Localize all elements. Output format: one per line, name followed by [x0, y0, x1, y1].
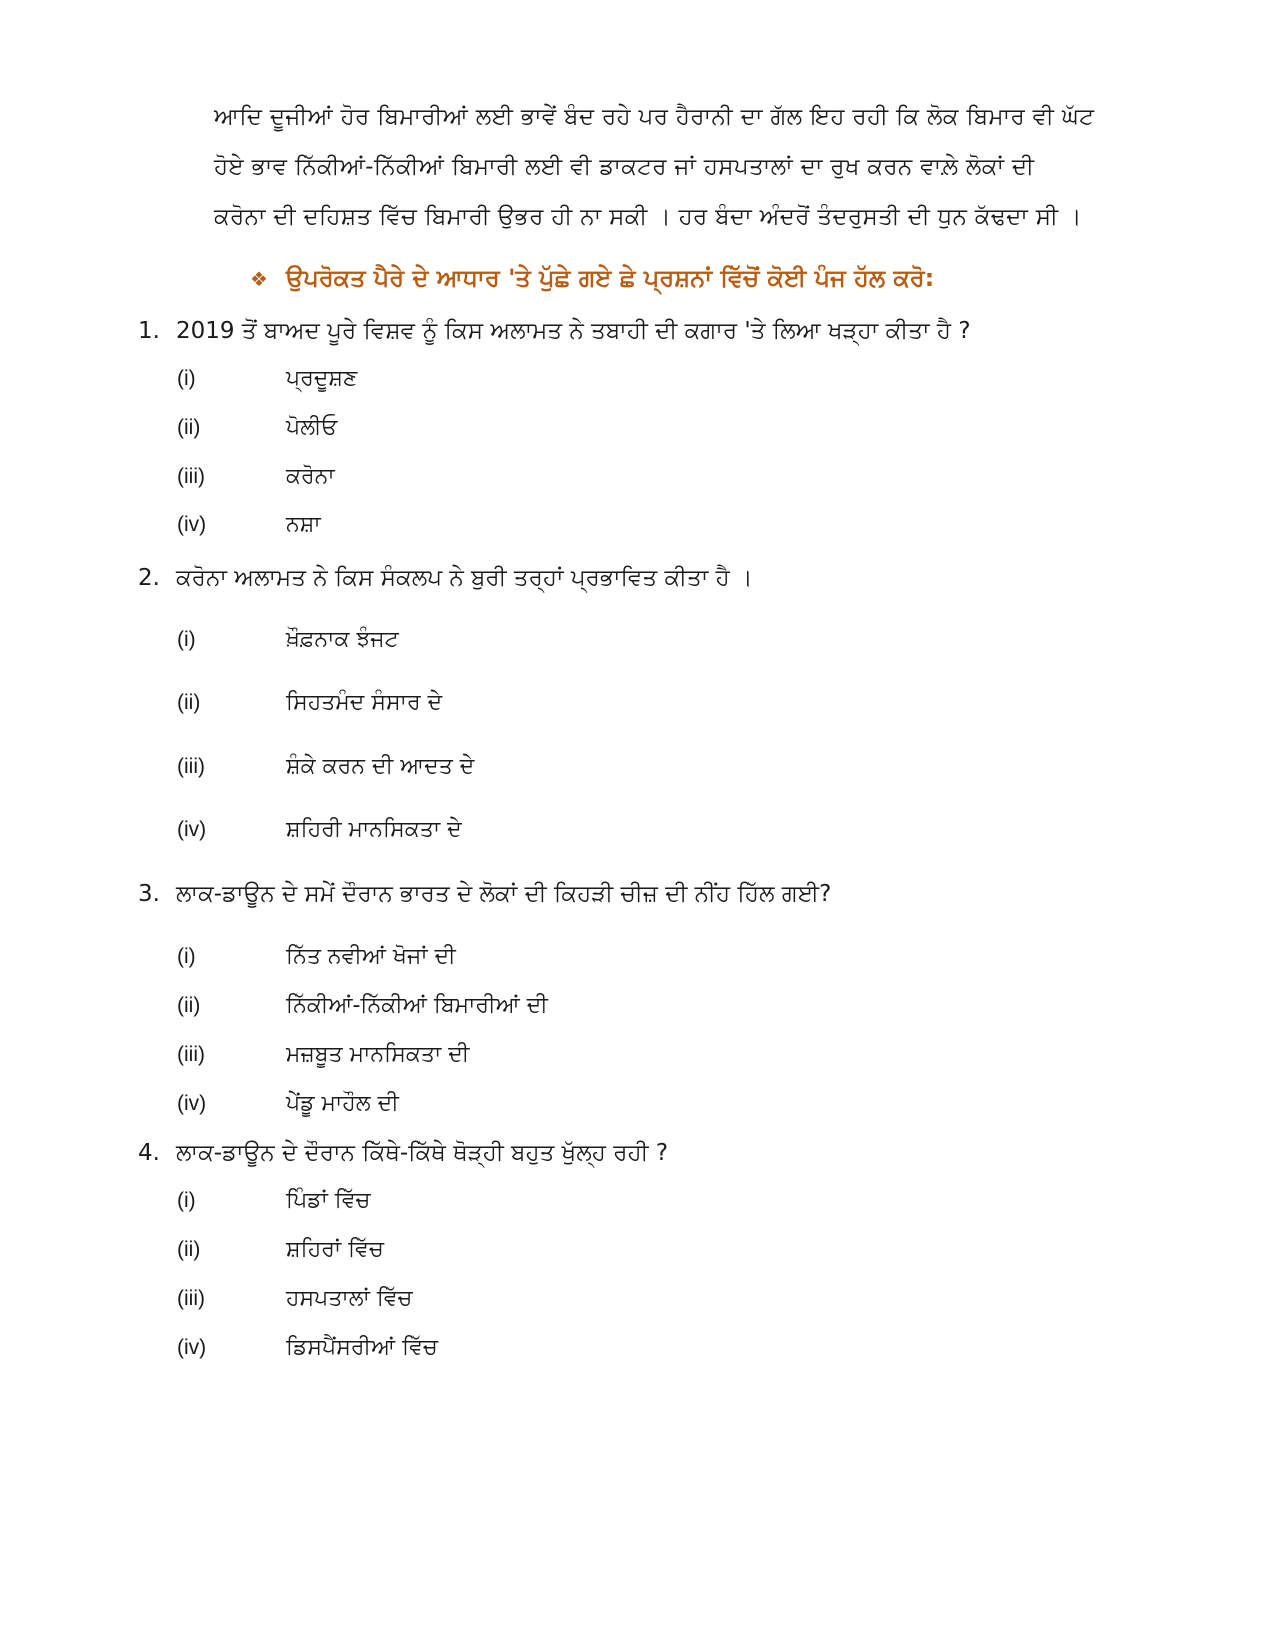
- option-label: (iii): [177, 465, 205, 488]
- option-label: (i): [177, 367, 196, 390]
- question-text: 2019 ਤੋਂ ਬਾਅਦ ਪੂਰੇ ਵਿਸ਼ਵ ਨੂੰ ਕਿਸ ਅਲਾਮਤ ਨੇ ਤਬਾਹੀ ਦੀ ਕਗਾਰ 'ਤੇ ਲਿਆ ਖੜ੍ਹਾ ਕੀਤਾ ਹੈ ?: [176, 318, 971, 344]
- option-item: [177, 752, 474, 782]
- question-number: 3.: [138, 881, 160, 907]
- question-number: 2.: [138, 565, 160, 591]
- option-item: [177, 688, 442, 718]
- passage-line: ਹੋਏ ਭਾਵ ਨਿੱਕੀਆਂ-ਨਿੱਕੀਆਂ ਬਿਮਾਰੀ ਲਈ ਵੀ ਡਾਕਟਰ ਜਾਂ ਹਸਪਤਾਲਾਂ ਦਾ ਰੁਖ ਕਰਨ ਵਾਲ਼ੇ ਲੋਕਾਂ ਦੀ: [214, 154, 1035, 180]
- passage-line: ਕਰੋਨਾ ਦੀ ਦਹਿਸ਼ਤ ਵਿੱਚ ਬਿਮਾਰੀ ਉਭਰ ਹੀ ਨਾ ਸਕੀ । ਹਰ ਬੰਦਾ ਅੰਦਰੋਂ ਤੰਦਰੁਸਤੀ ਦੀ ਧੁਨ ਕੱਢਦਾ ਸੀ ।: [214, 204, 1082, 230]
- option-text: ਪੋਲੀਓ: [286, 415, 338, 440]
- option-label: (iv): [177, 1336, 207, 1359]
- option-item: [177, 462, 335, 492]
- option-text: ਪੇਂਡੂ ਮਾਹੌਲ ਦੀ: [286, 1091, 399, 1116]
- option-item: [177, 625, 399, 655]
- option-item: [177, 1089, 399, 1119]
- option-item: [177, 364, 357, 394]
- option-label: (ii): [177, 691, 201, 714]
- question-1: [138, 316, 971, 346]
- option-text: ਨਿੱਤ ਨਵੀਆਂ ਖੋਜਾਂ ਦੀ: [286, 944, 456, 969]
- option-label: (iv): [177, 1092, 207, 1115]
- question-4: [138, 1138, 668, 1168]
- option-text: ਨਸ਼ਾ: [286, 512, 321, 537]
- passage-line: ਆਦਿ ਦੂਜੀਆਂ ਹੋਰ ਬਿਮਾਰੀਆਂ ਲਈ ਭਾਵੇਂ ਬੰਦ ਰਹੇ ਪਰ ਹੈਰਾਨੀ ਦਾ ਗੱਲ ਇਹ ਰਹੀ ਕਿ ਲੋਕ ਬਿਮਾਰ ਵੀ ਘੱਟ: [214, 104, 1095, 130]
- option-item: [177, 991, 548, 1021]
- option-text: ਸ਼ਹਿਰੀ ਮਾਨਸਿਕਤਾ ਦੇ: [286, 817, 462, 842]
- option-text: ਕਰੋਨਾ: [286, 464, 335, 489]
- option-text: ਹਸਪਤਾਲਾਂ ਵਿੱਚ: [286, 1286, 413, 1311]
- instruction-text: ਉਪਰੋਕਤ ਪੈਰੇ ਦੇ ਆਧਾਰ 'ਤੇ ਪੁੱਛੇ ਗਏ ਛੇ ਪ੍ਰਸ਼ਨਾਂ ਵਿੱਚੋਂ ਕੋਈ ਪੰਜ ਹੱਲ ਕਰੋ:: [286, 264, 935, 292]
- option-text: ਪਿੰਡਾਂ ਵਿੱਚ: [286, 1188, 371, 1213]
- option-label: (iv): [177, 818, 207, 841]
- option-label: (i): [177, 628, 196, 651]
- option-text: ਸਿਹਤਮੰਦ ਸੰਸਾਰ ਦੇ: [286, 690, 443, 715]
- option-text: ਡਿਸਪੈਂਸਰੀਆਂ ਵਿੱਚ: [286, 1335, 438, 1360]
- option-label: (iii): [177, 1043, 205, 1066]
- option-item: [177, 1040, 469, 1070]
- option-item: [177, 1284, 413, 1314]
- option-text: ਪ੍ਰਦੂਸ਼ਣ: [286, 366, 358, 391]
- option-label: (ii): [177, 416, 201, 439]
- question-3: [138, 879, 831, 909]
- option-item: [177, 1333, 438, 1363]
- question-text: ਲਾਕ-ਡਾਊਨ ਦੇ ਦੌਰਾਨ ਕਿੱਥੇ-ਕਿੱਥੇ ਥੋੜ੍ਹੀ ਬਹੁਤ ਖੁੱਲ੍ਹ ਰਹੀ ?: [176, 1140, 669, 1166]
- question-2: [138, 563, 753, 593]
- diamond-bullet-icon: ❖: [250, 267, 268, 291]
- question-number: 4.: [138, 1140, 160, 1166]
- option-text: ਮਜ਼ਬੂਤ ਮਾਨਸਿਕਤਾ ਦੀ: [286, 1042, 470, 1067]
- option-text: ਖ਼ੌਫ਼ਨਾਕ ਝੰਜਟ: [286, 627, 399, 652]
- option-item: [177, 510, 321, 540]
- option-item: [177, 1186, 370, 1216]
- option-label: (ii): [177, 1238, 201, 1261]
- option-label: (i): [177, 1189, 196, 1212]
- option-label: (iv): [177, 513, 207, 536]
- question-number: 1.: [138, 318, 160, 344]
- option-text: ਨਿੱਕੀਆਂ-ਨਿੱਕੀਆਂ ਬਿਮਾਰੀਆਂ ਦੀ: [286, 993, 548, 1018]
- instruction: [250, 262, 934, 295]
- option-label: (iii): [177, 755, 205, 778]
- option-item: [177, 942, 456, 972]
- option-text: ਸ਼ੰਕੇ ਕਰਨ ਦੀ ਆਦਤ ਦੇ: [286, 754, 475, 779]
- option-item: [177, 413, 337, 443]
- option-label: (ii): [177, 994, 201, 1017]
- question-text: ਲਾਕ-ਡਾਊਨ ਦੇ ਸਮੇਂ ਦੌਰਾਨ ਭਾਰਤ ਦੇ ਲੋਕਾਂ ਦੀ ਕਿਹੜੀ ਚੀਜ਼ ਦੀ ਨੀਂਹ ਹਿੱਲ ਗਈ?: [176, 881, 832, 907]
- option-item: [177, 1235, 384, 1265]
- question-text: ਕਰੋਨਾ ਅਲਾਮਤ ਨੇ ਕਿਸ ਸੰਕਲਪ ਨੇ ਬੁਰੀ ਤਰ੍ਹਾਂ ਪ੍ਰਭਾਵਿਤ ਕੀਤਾ ਹੈ ।: [176, 565, 753, 591]
- option-item: [177, 815, 462, 845]
- option-text: ਸ਼ਹਿਰਾਂ ਵਿੱਚ: [286, 1237, 384, 1262]
- option-label: (i): [177, 945, 196, 968]
- option-label: (iii): [177, 1287, 205, 1310]
